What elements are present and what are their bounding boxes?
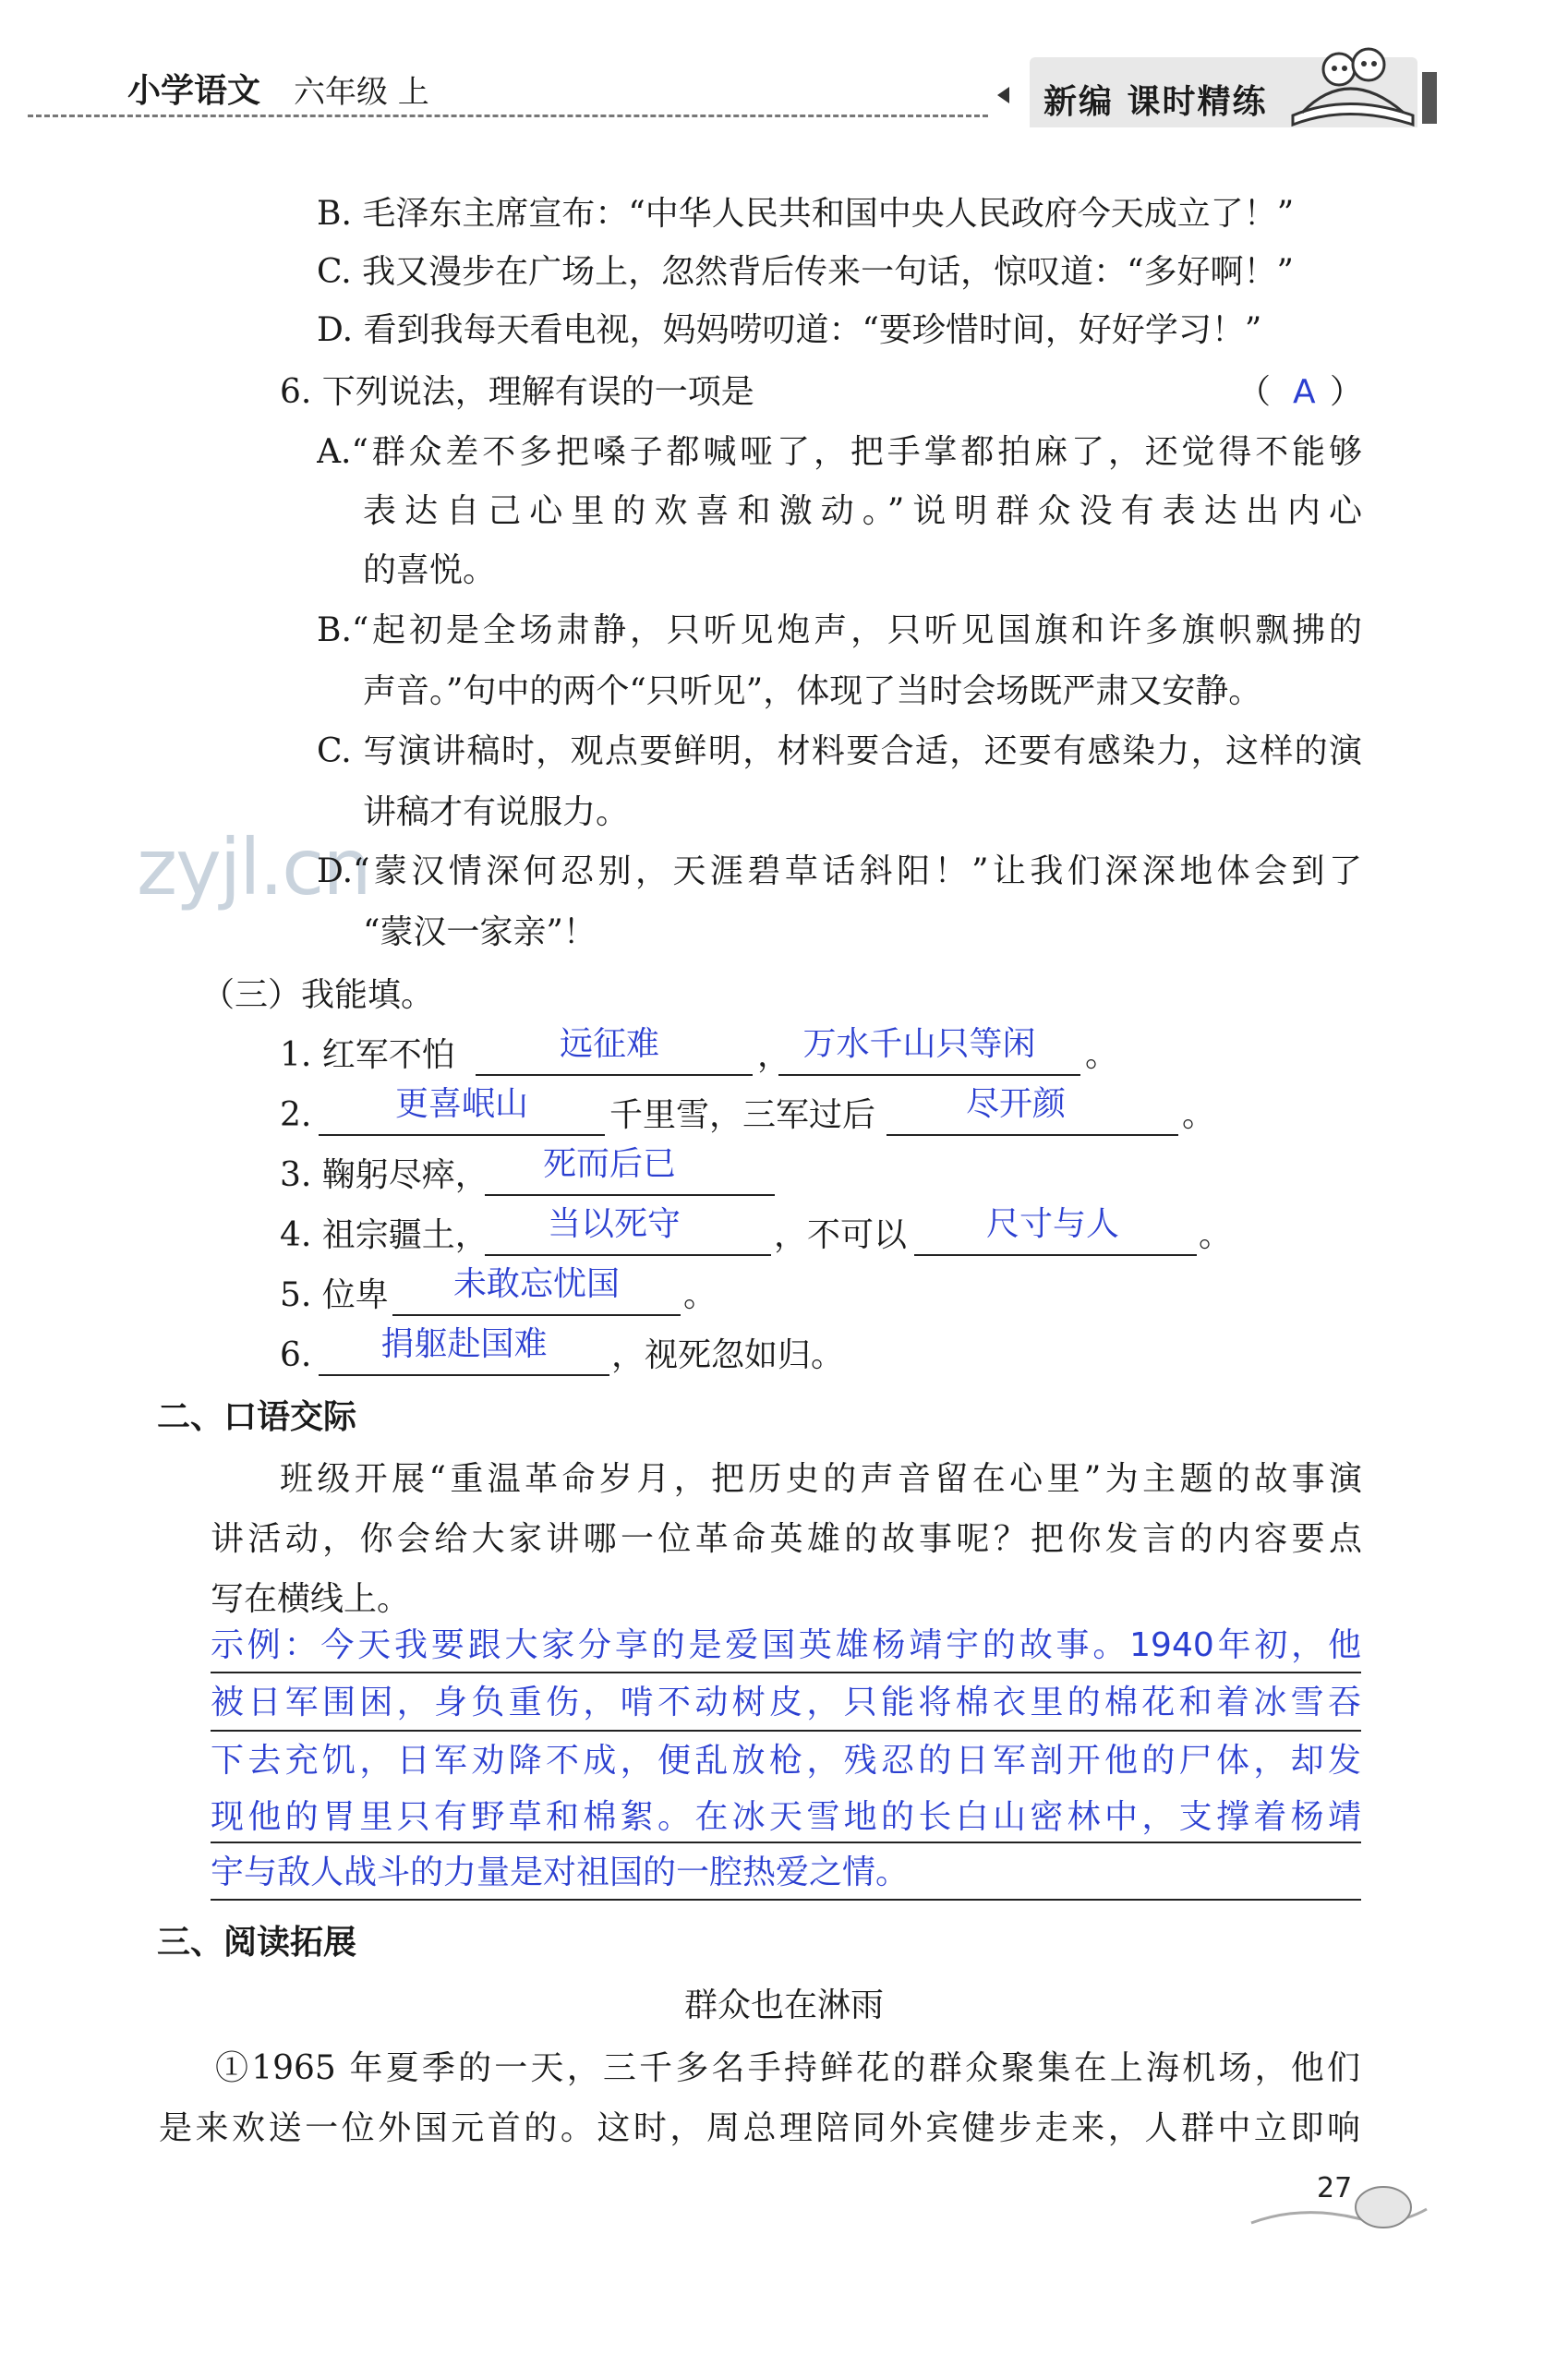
- oral-answer-line5: 宇与敌人战斗的力量是对祖国的一腔热爱之情。: [211, 1854, 910, 1891]
- header-arrow-icon: [997, 87, 1009, 103]
- answer-rule-1: [211, 1672, 1361, 1673]
- fill-item-5-blank-1: [392, 1314, 681, 1316]
- oral-section-title: 二、口语交际: [157, 1398, 357, 1436]
- fill-item-4-blank-2: [914, 1254, 1197, 1256]
- q6-option-a-line2: 表达自己心里的欢喜和激动。”说明群众没有表达出内心: [363, 492, 1362, 530]
- fill-item-4-blank-1: [485, 1254, 771, 1256]
- fill-item-1-blank-2: [778, 1074, 1080, 1076]
- fill-item-3-blank-1: [485, 1194, 775, 1196]
- article-para-line1: ①1965 年夏季的一天，三千多名手持鲜花的群众聚集在上海机场，他们: [215, 2049, 1360, 2087]
- fill-item-2-blank-2: [887, 1134, 1178, 1136]
- fill-item-3-answer-1: 死而后已: [542, 1145, 676, 1183]
- q5-option-d: D. 看到我每天看电视，妈妈唠叨道：“要珍惜时间，好好学习！”: [317, 311, 1262, 349]
- fill-item-1-comma: ，: [757, 1036, 791, 1074]
- q6-option-b-line2: 声音。”句中的两个“只听见”，体现了当时会场既严肃又安静。: [363, 672, 1262, 710]
- answer-rule-4: [211, 1899, 1361, 1901]
- q6-option-c-line2: 讲稿才有说服力。: [363, 793, 630, 831]
- fill-item-1-answer-2: 万水千山只等闲: [802, 1025, 1036, 1063]
- fill-item-2-blank-1: [319, 1134, 605, 1136]
- fill-item-2-end: 。: [1182, 1096, 1216, 1134]
- fill-item-5-answer-1: 未敢忘忧国: [452, 1265, 620, 1303]
- q6-option-c-line1: C. 写演讲稿时，观点要鲜明，材料要合适，还要有感染力，这样的演: [317, 732, 1362, 770]
- q6-option-d-line2: “蒙汉一家亲”！: [363, 913, 597, 951]
- fill-item-4-answer-1: 当以死守: [547, 1205, 681, 1243]
- q5-option-b: B. 毛泽东主席宣布：“中华人民共和国中央人民政府今天成立了！”: [317, 195, 1295, 233]
- fill-item-6-blank-1: [319, 1374, 609, 1376]
- oral-prompt-line3: 写在横线上。: [211, 1580, 411, 1618]
- q6-stem: 6. 下列说法，理解有误的一项是: [280, 373, 754, 411]
- reading-section-title: 三、阅读拓展: [157, 1924, 357, 1962]
- fill-item-4-end: 。: [1199, 1216, 1233, 1254]
- fill-item-1-blank-1: [476, 1074, 753, 1076]
- oral-answer-line1: 示例：今天我要跟大家分享的是爱国英雄杨靖宇的故事。1940年初，他: [211, 1626, 1361, 1664]
- fill-section-title: （三）我能填。: [201, 976, 435, 1014]
- fill-item-5-prefix: 5. 位卑: [280, 1276, 389, 1314]
- fill-item-1-prefix: 1. 红军不怕: [280, 1036, 455, 1074]
- fill-item-4-mid: ，不可以: [774, 1216, 908, 1254]
- fill-item-1-end: 。: [1085, 1036, 1119, 1074]
- fill-item-6-answer-1: 捐躯赴国难: [380, 1325, 548, 1363]
- page-number: 27: [1317, 2172, 1353, 2204]
- oral-answer-line4: 现他的胃里只有野草和棉絮。在冰天雪地的长白山密林中，支撑着杨靖: [211, 1798, 1361, 1836]
- fill-item-2-answer-1: 更喜岷山: [394, 1085, 528, 1123]
- oral-answer-line3: 下去充饥，日军劝降不成，便乱放枪，残忍的日军剖开他的尸体，却发: [211, 1742, 1361, 1780]
- fill-item-4-answer-2: 尺寸与人: [985, 1205, 1119, 1243]
- q6-answer: A: [1293, 373, 1316, 411]
- oral-answer-line2: 被日军围困，身负重伤，啃不动树皮，只能将棉衣里的棉花和着冰雪吞: [211, 1684, 1361, 1721]
- q6-option-b-line1: B.“起初是全场肃静，只听见炮声，只听见国旗和许多旗帜飘拂的: [317, 611, 1362, 649]
- watermark: zyjl.cn: [137, 822, 370, 912]
- article-title: 群众也在淋雨: [683, 1987, 884, 2024]
- answer-rule-3: [211, 1842, 1361, 1843]
- fill-item-5-end: 。: [683, 1276, 718, 1314]
- fill-item-2-mid: 千里雪，三军过后: [609, 1096, 876, 1134]
- grade-label: 六年级 上: [294, 74, 429, 111]
- q6-paren-open: （: [1237, 373, 1272, 411]
- q6-option-a-line1: A.“群众差不多把嗓子都喊哑了，把手掌都拍麻了，还觉得不能够: [317, 433, 1362, 471]
- fill-item-6-prefix: 6.: [280, 1336, 312, 1374]
- q6-paren-close: ）: [1330, 373, 1364, 411]
- q5-option-c: C. 我又漫步在广场上，忽然背后传来一句话，惊叹道：“多好啊！”: [317, 253, 1294, 291]
- q6-option-d-line1: D.“蒙汉情深何忍别，天涯碧草话斜阳！”让我们深深地体会到了: [317, 852, 1362, 890]
- brand-title: 新编 课时精练: [1043, 83, 1268, 121]
- oral-prompt-line2: 讲活动，你会给大家讲哪一位革命英雄的故事呢？把你发言的内容要点: [211, 1520, 1362, 1558]
- answer-rule-2: [211, 1730, 1361, 1732]
- fill-item-2-answer-2: 尽开颜: [965, 1085, 1066, 1123]
- oral-prompt-line1: 班级开展“重温革命岁月，把历史的声音留在心里”为主题的故事演: [280, 1460, 1362, 1498]
- fill-item-4-prefix: 4. 祖宗疆土，: [280, 1216, 488, 1254]
- fill-item-1-answer-1: 远征难: [559, 1025, 659, 1063]
- header-edge-bar: [1422, 72, 1437, 124]
- fill-item-6-mid: ，视死忽如归。: [611, 1336, 845, 1374]
- book-mascot-icon: [1284, 28, 1422, 129]
- q6-option-a-line3: 的喜悦。: [363, 551, 497, 589]
- header-dashed-rule: [28, 115, 988, 117]
- subject-title: 小学语文: [127, 72, 261, 110]
- fill-item-3-prefix: 3. 鞠躬尽瘁，: [280, 1156, 488, 1194]
- fill-item-2-prefix: 2.: [280, 1096, 312, 1134]
- article-para-line2: 是来欢送一位外国元首的。这时，周总理陪同外宾健步走来，人群中立即响: [159, 2109, 1360, 2147]
